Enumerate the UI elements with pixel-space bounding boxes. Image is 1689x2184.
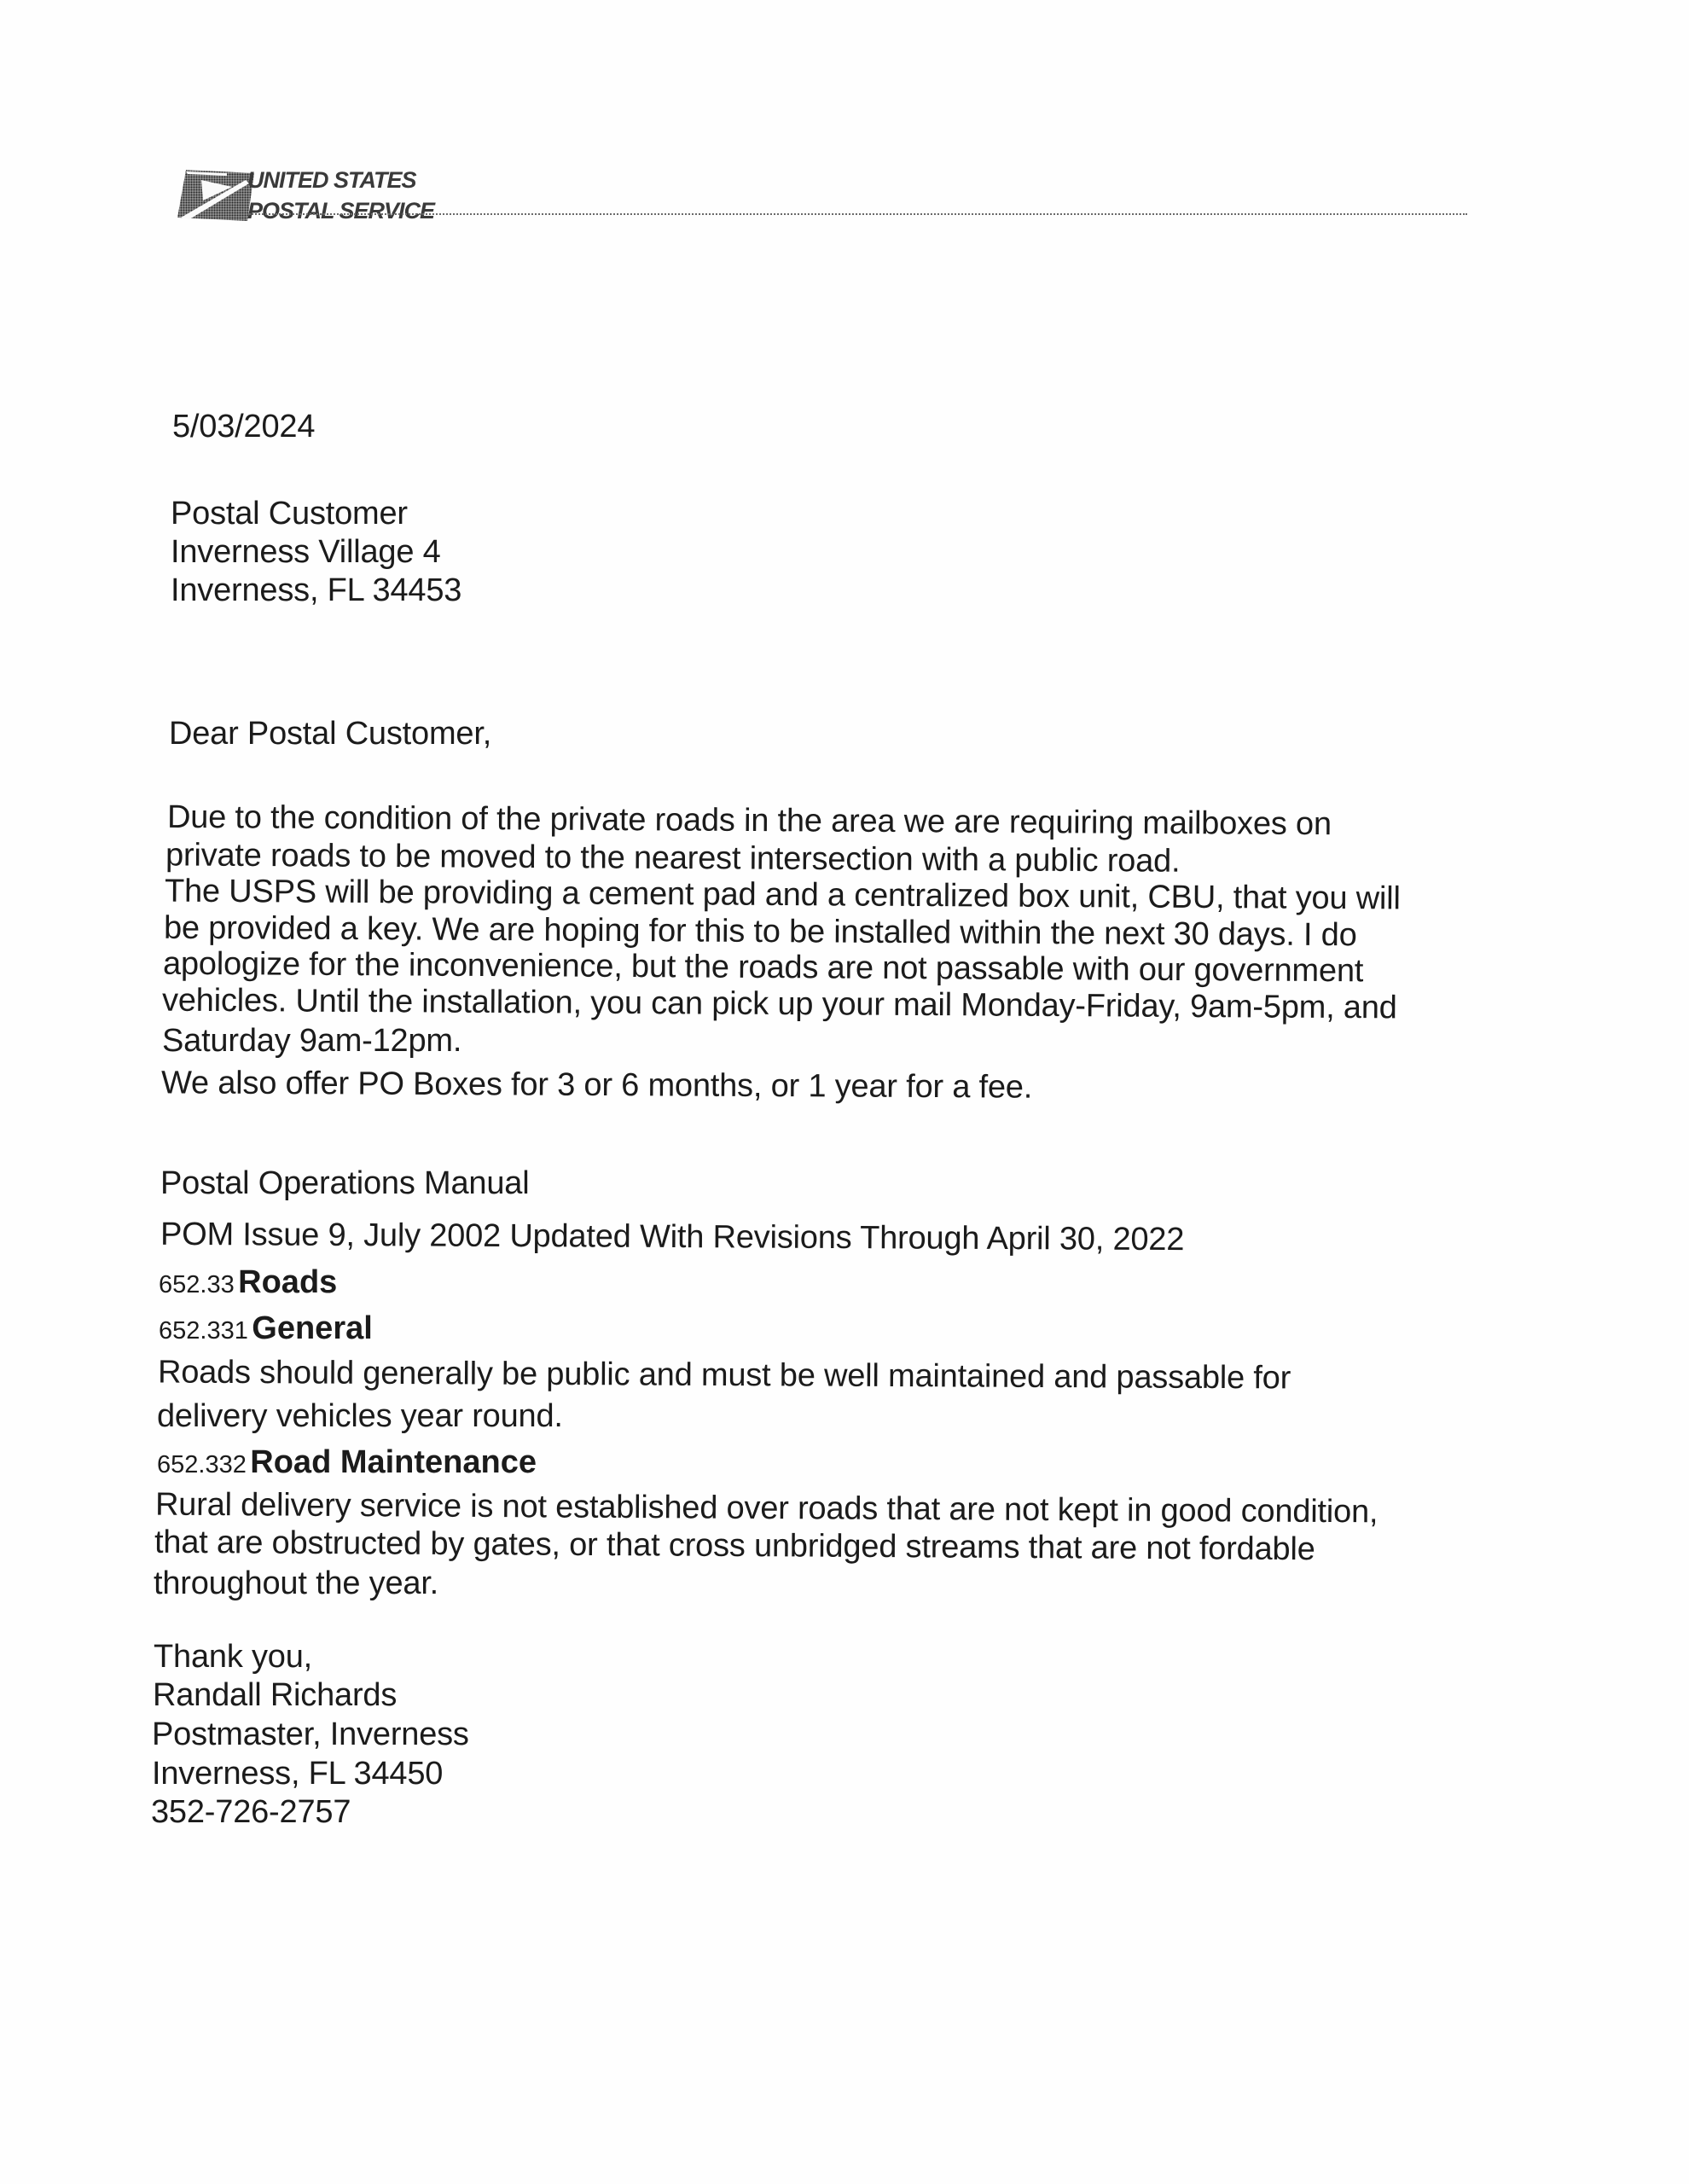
letterhead-line2: POSTAL SERVICE bbox=[247, 198, 435, 224]
section-number: 652.33 bbox=[159, 1271, 235, 1298]
section-number: 652.331 bbox=[159, 1317, 248, 1345]
section-title: General bbox=[252, 1310, 373, 1346]
body-line: The USPS will be providing a cement pad and a centralized box unit, CBU, that you will bbox=[164, 873, 1401, 917]
valediction: Thank you, bbox=[154, 1639, 312, 1675]
signer-phone: 352-726-2757 bbox=[151, 1794, 351, 1830]
body-line: Saturday 9am-12pm. bbox=[162, 1023, 462, 1059]
section-text-line: delivery vehicles year round. bbox=[157, 1398, 563, 1434]
body-line: private roads to be moved to the nearest intersection with a public road. bbox=[165, 837, 1181, 880]
section-heading-652-331 bbox=[159, 1310, 373, 1347]
recipient-address-line2: Inverness, FL 34453 bbox=[171, 572, 462, 608]
usps-eagle-logo-icon bbox=[177, 168, 256, 223]
section-text-line: Roads should generally be public and must be well maintained and passable for bbox=[157, 1354, 1291, 1397]
recipient-name: Postal Customer bbox=[171, 496, 408, 531]
section-text-line: throughout the year. bbox=[154, 1565, 439, 1601]
body-line: vehicles. Until the installation, you can pick up your mail Monday-Friday, 9am-5pm, and bbox=[161, 982, 1397, 1026]
letterhead-rule bbox=[249, 213, 1467, 215]
body-line: Due to the condition of the private roads in the area we are requiring mailboxes on bbox=[166, 799, 1332, 843]
signer-name: Randall Richards bbox=[153, 1677, 398, 1713]
body-line: be provided a key. We are hoping for this to be installed within the next 30 days. I do bbox=[163, 909, 1357, 954]
section-text-line: Rural delivery service is not established over roads that are not kept in good condition, bbox=[154, 1486, 1378, 1531]
section-number: 652.332 bbox=[157, 1451, 247, 1478]
section-heading-652-33 bbox=[159, 1264, 337, 1301]
body-line: We also offer PO Boxes for 3 or 6 months, or 1 year for a fee. bbox=[160, 1065, 1033, 1106]
manual-issue: POM Issue 9, July 2002 Updated With Revisions Through April 30, 2022 bbox=[160, 1216, 1185, 1258]
letterhead-line1: UNITED STATES bbox=[247, 167, 416, 193]
body-line: apologize for the inconvenience, but the roads are not passable with our government bbox=[162, 945, 1364, 990]
salutation: Dear Postal Customer, bbox=[169, 716, 492, 752]
section-title: Roads bbox=[238, 1264, 338, 1300]
recipient-address-line1: Inverness Village 4 bbox=[171, 534, 441, 570]
manual-title: Postal Operations Manual bbox=[160, 1165, 530, 1201]
signer-address: Inverness, FL 34450 bbox=[152, 1756, 444, 1792]
section-heading-652-332 bbox=[157, 1444, 537, 1481]
section-title: Road Maintenance bbox=[250, 1444, 537, 1480]
signer-title: Postmaster, Inverness bbox=[152, 1716, 469, 1752]
section-text-line: that are obstructed by gates, or that cross unbridged streams that are not fordable bbox=[154, 1524, 1315, 1568]
letter-date: 5/03/2024 bbox=[172, 409, 316, 444]
